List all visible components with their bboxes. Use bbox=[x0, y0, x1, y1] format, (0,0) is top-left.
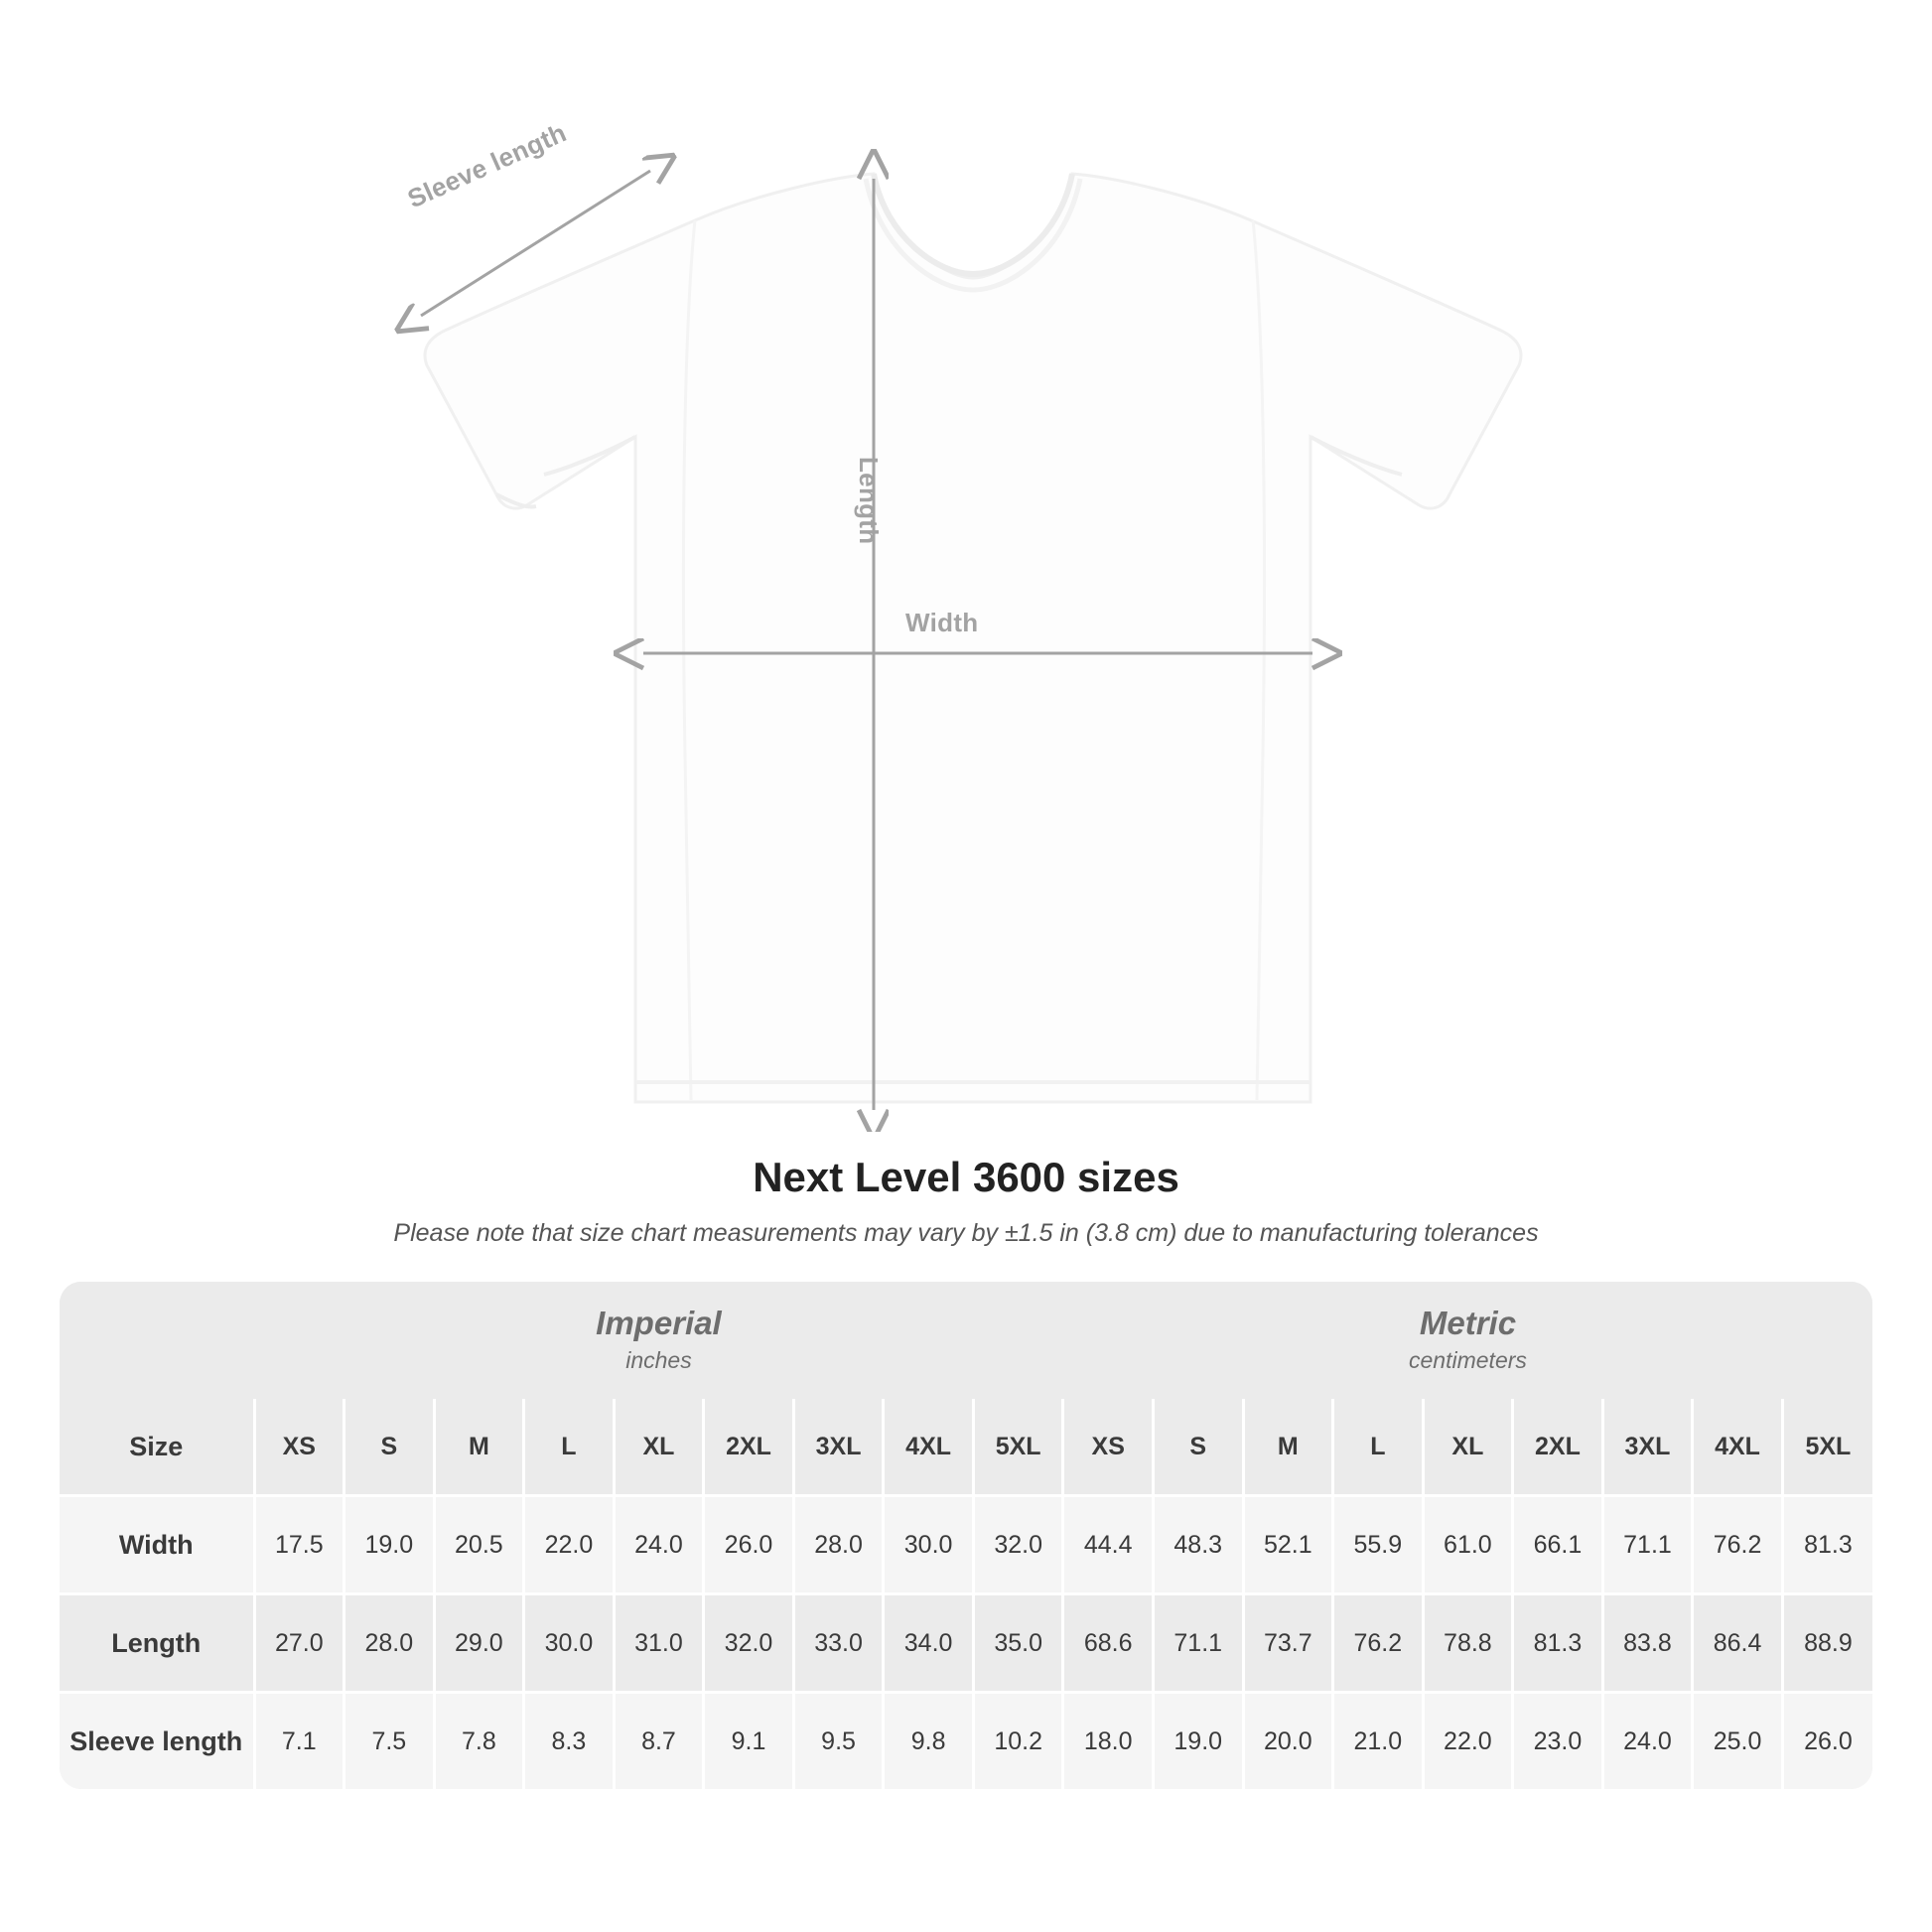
size-column-header: 2XL bbox=[1513, 1399, 1603, 1496]
measurement-cell: 7.1 bbox=[254, 1693, 345, 1790]
measurement-cell: 33.0 bbox=[793, 1594, 884, 1693]
size-column-header: 2XL bbox=[704, 1399, 794, 1496]
measurement-cell: 35.0 bbox=[973, 1594, 1063, 1693]
measurement-cell: 31.0 bbox=[614, 1594, 704, 1693]
measurement-cell: 86.4 bbox=[1693, 1594, 1783, 1693]
size-column-header: S bbox=[345, 1399, 435, 1496]
measurement-cell: 32.0 bbox=[704, 1594, 794, 1693]
measurement-cell: 26.0 bbox=[1782, 1693, 1872, 1790]
size-chart-body bbox=[60, 1282, 1872, 1789]
measurement-cell: 28.0 bbox=[793, 1496, 884, 1594]
measurement-cell: 44.4 bbox=[1063, 1496, 1154, 1594]
measurement-cell: 24.0 bbox=[614, 1496, 704, 1594]
measurement-cell: 22.0 bbox=[1423, 1693, 1513, 1790]
measurement-row-label: Sleeve length bbox=[60, 1693, 254, 1790]
measurement-cell: 18.0 bbox=[1063, 1693, 1154, 1790]
measurement-cell: 55.9 bbox=[1333, 1496, 1424, 1594]
measurement-cell: 8.7 bbox=[614, 1693, 704, 1790]
measurement-cell: 9.8 bbox=[884, 1693, 974, 1790]
tolerance-note: Please note that size chart measurements may vary by ±1.5 in (3.8 cm) due to manufacturing tolerances bbox=[393, 1219, 1539, 1247]
size-column-header: 4XL bbox=[884, 1399, 974, 1496]
width-label: Width bbox=[905, 608, 979, 637]
measurement-cell: 28.0 bbox=[345, 1594, 435, 1693]
measurement-cell: 83.8 bbox=[1602, 1594, 1693, 1693]
measurement-cell: 23.0 bbox=[1513, 1693, 1603, 1790]
measurement-row-label: Length bbox=[60, 1594, 254, 1693]
size-column-header: M bbox=[1243, 1399, 1333, 1496]
table-row bbox=[60, 1496, 1872, 1594]
measurement-cell: 81.3 bbox=[1782, 1496, 1872, 1594]
measurement-cell: 30.0 bbox=[524, 1594, 615, 1693]
measurement-cell: 7.8 bbox=[434, 1693, 524, 1790]
measurement-cell: 26.0 bbox=[704, 1496, 794, 1594]
measurement-cell: 20.5 bbox=[434, 1496, 524, 1594]
measurement-cell: 20.0 bbox=[1243, 1693, 1333, 1790]
size-column-header: XS bbox=[254, 1399, 345, 1496]
size-column-header: XL bbox=[614, 1399, 704, 1496]
measurement-cell: 34.0 bbox=[884, 1594, 974, 1693]
measurement-cell: 19.0 bbox=[345, 1496, 435, 1594]
size-column-header: XL bbox=[1423, 1399, 1513, 1496]
measurement-cell: 30.0 bbox=[884, 1496, 974, 1594]
measurement-cell: 32.0 bbox=[973, 1496, 1063, 1594]
measurement-cell: 68.6 bbox=[1063, 1594, 1154, 1693]
unit-group-metric bbox=[1063, 1282, 1872, 1399]
size-header-label: Size bbox=[60, 1399, 254, 1496]
measurement-cell: 21.0 bbox=[1333, 1693, 1424, 1790]
measurement-row-label: Width bbox=[60, 1496, 254, 1594]
measurement-cell: 10.2 bbox=[973, 1693, 1063, 1790]
measurement-cell: 9.5 bbox=[793, 1693, 884, 1790]
size-chart-table bbox=[60, 1282, 1872, 1789]
unit-metric-name: Metric bbox=[1419, 1305, 1517, 1342]
length-label: Length bbox=[854, 457, 884, 545]
table-row bbox=[60, 1693, 1872, 1790]
table-row bbox=[60, 1594, 1872, 1693]
unit-spacer bbox=[60, 1282, 254, 1399]
size-column-header: 4XL bbox=[1693, 1399, 1783, 1496]
measurement-cell: 7.5 bbox=[345, 1693, 435, 1790]
unit-imperial-sub: inches bbox=[625, 1347, 692, 1374]
measurement-cell: 24.0 bbox=[1602, 1693, 1693, 1790]
size-column-header: L bbox=[524, 1399, 615, 1496]
size-chart-table-wrapper bbox=[60, 1282, 1872, 1789]
size-column-header: M bbox=[434, 1399, 524, 1496]
unit-metric-sub: centimeters bbox=[1409, 1347, 1527, 1374]
measurement-cell: 27.0 bbox=[254, 1594, 345, 1693]
measurement-cell: 73.7 bbox=[1243, 1594, 1333, 1693]
page-title: Next Level 3600 sizes bbox=[753, 1154, 1179, 1200]
measurement-cell: 88.9 bbox=[1782, 1594, 1872, 1693]
size-column-header: 3XL bbox=[1602, 1399, 1693, 1496]
measurement-cell: 66.1 bbox=[1513, 1496, 1603, 1594]
title-block bbox=[0, 1154, 1932, 1248]
measurement-cell: 8.3 bbox=[524, 1693, 615, 1790]
measurement-cell: 81.3 bbox=[1513, 1594, 1603, 1693]
measurement-cell: 48.3 bbox=[1153, 1496, 1243, 1594]
size-column-header: 3XL bbox=[793, 1399, 884, 1496]
measurement-cell: 76.2 bbox=[1693, 1496, 1783, 1594]
measurement-cell: 19.0 bbox=[1153, 1693, 1243, 1790]
sleeve-length-label: Sleeve length bbox=[403, 117, 571, 214]
size-column-header: XS bbox=[1063, 1399, 1154, 1496]
size-column-header: S bbox=[1153, 1399, 1243, 1496]
measurement-cell: 17.5 bbox=[254, 1496, 345, 1594]
measurement-cell: 29.0 bbox=[434, 1594, 524, 1693]
unit-header-row bbox=[60, 1282, 1872, 1399]
measurement-cell: 61.0 bbox=[1423, 1496, 1513, 1594]
measurement-cell: 22.0 bbox=[524, 1496, 615, 1594]
measurement-cell: 78.8 bbox=[1423, 1594, 1513, 1693]
measurement-cell: 76.2 bbox=[1333, 1594, 1424, 1693]
unit-imperial-name: Imperial bbox=[596, 1305, 722, 1342]
size-column-header: 5XL bbox=[973, 1399, 1063, 1496]
measurement-cell: 25.0 bbox=[1693, 1693, 1783, 1790]
measurement-cell: 9.1 bbox=[704, 1693, 794, 1790]
measurement-cell: 71.1 bbox=[1602, 1496, 1693, 1594]
size-column-header: 5XL bbox=[1782, 1399, 1872, 1496]
unit-group-imperial bbox=[254, 1282, 1063, 1399]
size-header-row bbox=[60, 1399, 1872, 1496]
size-column-header: L bbox=[1333, 1399, 1424, 1496]
measurement-cell: 71.1 bbox=[1153, 1594, 1243, 1693]
measurement-cell: 52.1 bbox=[1243, 1496, 1333, 1594]
